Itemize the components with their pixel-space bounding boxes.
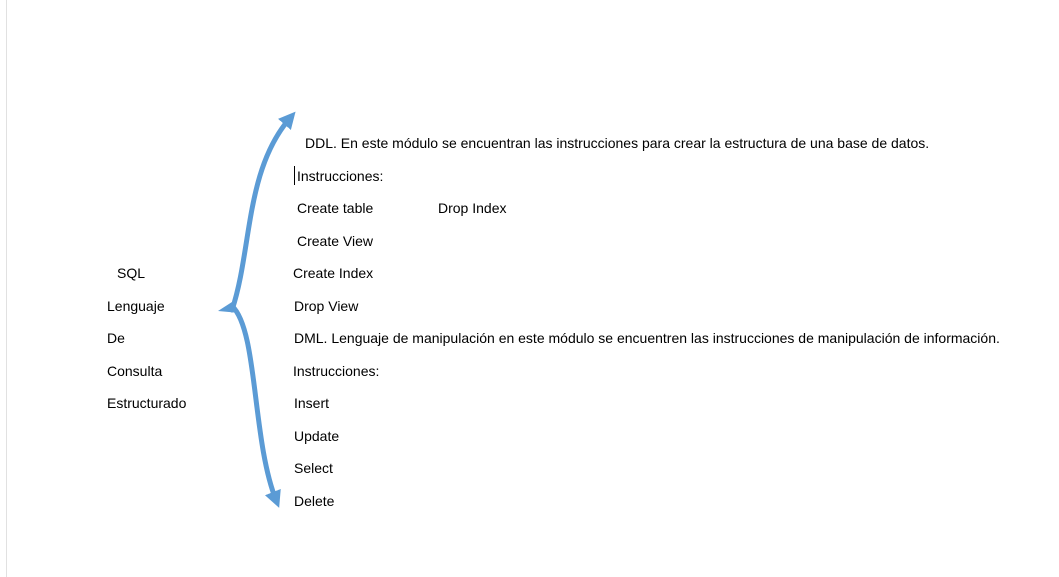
ddl-item-create-index: Create Index — [293, 265, 374, 281]
ddl-item-create-view: Create View — [297, 233, 374, 249]
left-word-lenguaje: Lenguaje — [107, 298, 165, 314]
ddl-heading: DDL. En este módulo se encuentran las instrucciones para crear la estructura de una base de datos. — [305, 135, 930, 151]
left-word-consulta: Consulta — [107, 363, 163, 379]
dml-item-select: Select — [294, 460, 333, 476]
text-caret — [294, 166, 295, 185]
ddl-instructions-label: Instrucciones: — [297, 168, 384, 184]
dml-item-delete: Delete — [294, 493, 335, 509]
dml-heading: DML. Lenguaje de manipulación en este módulo se encuentren las instrucciones de manipulación de información. — [294, 330, 1000, 346]
upper-arrow — [232, 118, 290, 310]
lower-arrow — [232, 306, 276, 500]
dml-item-insert: Insert — [294, 395, 330, 411]
dml-item-update: Update — [294, 428, 340, 444]
ddl-item-create-table: Create table — [297, 200, 374, 216]
left-word-de: De — [107, 330, 125, 346]
ddl-item-drop-index: Drop Index — [438, 200, 507, 216]
left-word-sql: SQL — [117, 265, 146, 281]
dml-instructions-label: Instrucciones: — [293, 363, 380, 379]
ddl-item-drop-view: Drop View — [294, 298, 359, 314]
left-word-estructurado: Estructurado — [107, 395, 187, 411]
